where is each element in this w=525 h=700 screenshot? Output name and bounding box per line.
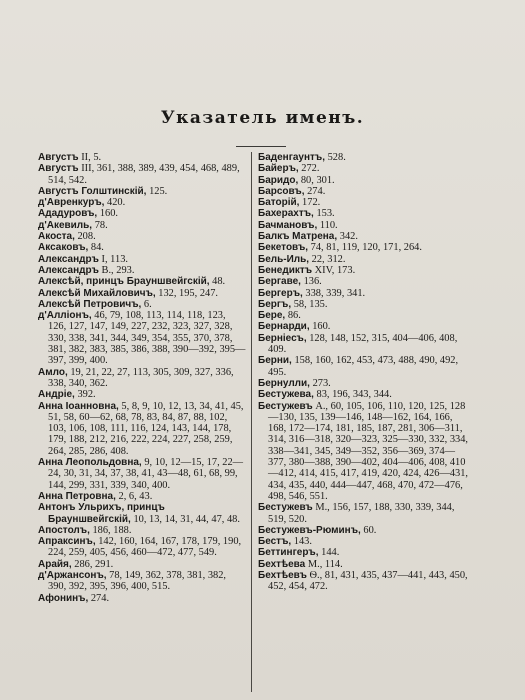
entry-refs: В., 293. bbox=[101, 264, 135, 276]
entry-name: д'Авренкуръ, bbox=[38, 197, 105, 209]
index-entry bbox=[258, 242, 471, 253]
index-entry bbox=[38, 265, 246, 276]
entry-refs: 392. bbox=[77, 389, 96, 401]
entry-name: Баридо, bbox=[258, 174, 299, 186]
index-entry bbox=[38, 310, 246, 366]
index-column-left bbox=[38, 152, 246, 604]
entry-refs: А., 60, 105, 106, 110, 120, 125, 128—130, 135, 139—146, 148—162, 164, 166, 168, 172—174, 181, 185, 187, 281, 306—311, 314, 316—318, 320—323, 325—330, 332, 334, 338—341, 345, 349—352, 356—369, 374—377, 380—388, 390—402, 404—406, 408, 410—412, 414, 415, 417, 419, 420, 424, 426—431, 434, 435, 440, 444—447, 468, 470, 472—476, 498, 546, 551. bbox=[268, 400, 469, 502]
entry-refs: 58, 135. bbox=[293, 298, 328, 310]
entry-name: Алексѣй Петровичъ, bbox=[38, 298, 142, 310]
index-entry bbox=[258, 288, 471, 299]
entry-refs: 9, 10, 12—15, 17, 22—24, 30, 31, 34, 37, 38, 41, 43—48, 61, 68, 99, 144, 299, 331, 339, 340, 400. bbox=[48, 457, 244, 491]
entry-name: Анна Леопольдовна, bbox=[38, 457, 142, 469]
index-entry bbox=[258, 502, 471, 525]
index-entry bbox=[38, 570, 246, 593]
entry-refs: 83, 196, 343, 344. bbox=[316, 389, 392, 401]
entry-name: Балкъ Матрена, bbox=[258, 231, 338, 243]
index-entry bbox=[38, 231, 246, 242]
entry-name: Антонъ Ульрихъ, принцъ Брауншвейгскій, bbox=[38, 502, 165, 525]
index-entry bbox=[38, 401, 246, 457]
entry-name: Бестужева, bbox=[258, 389, 314, 401]
entry-name: Андріе, bbox=[38, 389, 75, 401]
entry-name: Бехтѣева bbox=[258, 558, 306, 570]
index-entry bbox=[38, 220, 246, 231]
index-entry bbox=[38, 457, 246, 491]
entry-refs: 84. bbox=[90, 242, 104, 254]
entry-refs: 272. bbox=[301, 163, 320, 175]
index-entry bbox=[38, 299, 246, 310]
entry-refs: 128, 148, 152, 315, 404—406, 408, 409. bbox=[268, 332, 458, 356]
entry-refs: XIV, 173. bbox=[314, 264, 356, 276]
index-entry bbox=[258, 333, 471, 356]
entry-refs: 78, 149, 362, 378, 381, 382, 390, 392, 395, 396, 400, 515. bbox=[48, 569, 227, 593]
index-entry bbox=[38, 502, 246, 525]
entry-refs: 2, 6, 43. bbox=[118, 490, 153, 502]
entry-refs: М., 114. bbox=[307, 558, 343, 570]
index-entry bbox=[258, 525, 471, 536]
entry-refs: 160. bbox=[99, 208, 119, 220]
index-entry bbox=[38, 163, 246, 186]
entry-refs: 143. bbox=[293, 536, 312, 548]
entry-name: Бель-Иль, bbox=[258, 253, 310, 265]
entry-refs: 172. bbox=[302, 197, 321, 209]
entry-name: Арайя, bbox=[38, 558, 72, 570]
entry-name: Амло, bbox=[38, 366, 68, 378]
index-entry bbox=[38, 491, 246, 502]
index-entry bbox=[258, 208, 471, 219]
entry-name: Александръ bbox=[38, 264, 99, 276]
entry-name: Апостолъ, bbox=[38, 524, 90, 536]
entry-refs: 74, 81, 119, 120, 171, 264. bbox=[310, 242, 422, 254]
entry-refs: 60. bbox=[363, 524, 377, 536]
entry-name: Бахерахтъ, bbox=[258, 208, 314, 220]
entry-name: Берни, bbox=[258, 355, 292, 367]
entry-refs: 86. bbox=[287, 310, 301, 322]
index-entry bbox=[258, 310, 471, 321]
index-entry bbox=[258, 197, 471, 208]
entry-refs: Ѳ., 81, 431, 435, 437—441, 443, 450, 452, 454, 472. bbox=[268, 569, 468, 593]
entry-name: Бергаве, bbox=[258, 276, 301, 288]
entry-name: Августъ bbox=[38, 163, 79, 175]
entry-refs: 125. bbox=[149, 185, 168, 197]
index-entry bbox=[38, 525, 246, 536]
entry-refs: 186, 188. bbox=[92, 524, 132, 536]
entry-refs: 153. bbox=[316, 208, 335, 220]
entry-name: Берніесъ, bbox=[258, 332, 307, 344]
entry-refs: 46, 79, 108, 113, 114, 118, 123, 126, 127, 147, 149, 227, 232, 323, 327, 328, 330, 338, 341, 344, 349, 354, 355, 370, 378, 381, 382, 383, 385, 386, 388, 390—392, 395—397, 399, 400. bbox=[48, 310, 246, 367]
index-entry bbox=[258, 265, 471, 276]
entry-refs: 286, 291. bbox=[74, 558, 114, 570]
index-entry bbox=[258, 570, 471, 593]
index-entry bbox=[38, 208, 246, 219]
entry-refs: 160. bbox=[312, 321, 331, 333]
entry-name: Бекетовъ, bbox=[258, 242, 309, 254]
index-column-right bbox=[258, 152, 471, 593]
column-divider bbox=[251, 152, 252, 692]
entry-refs: 80, 301. bbox=[300, 174, 335, 186]
index-entry bbox=[258, 231, 471, 242]
index-entry bbox=[38, 186, 246, 197]
index-entry bbox=[258, 163, 471, 174]
title-rule bbox=[236, 146, 286, 147]
entry-refs: II, 5. bbox=[81, 152, 102, 163]
entry-name: Барсовъ, bbox=[258, 185, 305, 197]
index-entry bbox=[38, 536, 246, 559]
entry-name: Бестужевъ bbox=[258, 400, 313, 412]
entry-refs: 420. bbox=[107, 197, 126, 209]
entry-name: Бере, bbox=[258, 310, 286, 322]
index-entry bbox=[258, 559, 471, 570]
entry-name: Афонинъ, bbox=[38, 592, 89, 604]
index-entry bbox=[38, 367, 246, 390]
entry-refs: 78. bbox=[94, 219, 108, 231]
page-title: Указатель именъ. bbox=[160, 108, 365, 128]
entry-name: Бестужевъ bbox=[258, 502, 313, 514]
entry-refs: 208. bbox=[77, 231, 96, 243]
entry-refs: 274. bbox=[307, 185, 326, 197]
entry-name: Алексѣй, принцъ Брауншвейгскій, bbox=[38, 276, 210, 288]
index-entry bbox=[258, 536, 471, 547]
entry-refs: 158, 160, 162, 453, 473, 488, 490, 492, 495. bbox=[268, 355, 459, 378]
entry-name: Александръ bbox=[38, 253, 99, 265]
index-entry bbox=[258, 254, 471, 265]
entry-refs: 10, 13, 14, 31, 44, 47, 48. bbox=[133, 513, 240, 525]
index-entry bbox=[38, 197, 246, 208]
entry-name: Акоста, bbox=[38, 231, 75, 243]
index-entry bbox=[38, 152, 246, 163]
entry-name: Августъ bbox=[38, 152, 79, 163]
index-entry bbox=[258, 389, 471, 400]
index-entry bbox=[258, 152, 471, 163]
entry-name: Бачмановъ, bbox=[258, 219, 318, 231]
entry-name: Баторій, bbox=[258, 197, 300, 209]
entry-name: Бестужевъ-Рюминъ, bbox=[258, 524, 361, 536]
entry-name: д'Аржансонъ, bbox=[38, 569, 107, 581]
index-entry bbox=[38, 559, 246, 570]
entry-name: Апраксинъ, bbox=[38, 536, 96, 548]
entry-refs: 5, 8, 9, 10, 12, 13, 34, 41, 45, 51, 58, 60—62, 68, 78, 83, 84, 87, 88, 102, 103, 106, 108, 111, 116, 124, 143, 144, 178, 179, 188, 212, 216, 222, 224, 227, 258, 259, 264, 285, 286, 408. bbox=[48, 400, 244, 457]
entry-refs: 19, 21, 22, 27, 113, 305, 309, 327, 336, 338, 340, 362. bbox=[48, 366, 234, 389]
entry-refs: III, 361, 388, 389, 439, 454, 468, 489, 514, 542. bbox=[48, 163, 240, 186]
index-entry bbox=[38, 276, 246, 287]
entry-name: Бехтѣевъ bbox=[258, 569, 307, 581]
index-entry bbox=[258, 355, 471, 378]
entry-refs: 342. bbox=[339, 231, 358, 243]
index-entry bbox=[258, 186, 471, 197]
entry-name: Бенедиктъ bbox=[258, 264, 313, 276]
entry-name: Беттингеръ, bbox=[258, 547, 319, 559]
entry-name: д'Акевиль, bbox=[38, 219, 93, 231]
entry-refs: 142, 160, 164, 167, 178, 179, 190, 224, 259, 405, 456, 460—472, 477, 549. bbox=[48, 536, 242, 559]
entry-name: Бернарди, bbox=[258, 321, 310, 333]
index-entry bbox=[38, 242, 246, 253]
entry-name: Анна Іоанновна, bbox=[38, 400, 119, 412]
entry-refs: 110. bbox=[319, 219, 338, 231]
entry-name: д'Алліонъ, bbox=[38, 310, 92, 322]
entry-refs: 144. bbox=[321, 547, 340, 559]
entry-refs: 22, 312. bbox=[311, 253, 346, 265]
index-entry bbox=[38, 254, 246, 265]
index-entry bbox=[258, 321, 471, 332]
index-entry bbox=[258, 401, 471, 503]
entry-name: Ададуровъ, bbox=[38, 208, 98, 220]
entry-name: Аксаковъ, bbox=[38, 242, 89, 254]
entry-refs: 528. bbox=[327, 152, 346, 163]
entry-refs: 6. bbox=[143, 298, 152, 310]
entry-name: Бернулли, bbox=[258, 377, 310, 389]
entry-refs: 48. bbox=[212, 276, 226, 288]
index-entry bbox=[38, 389, 246, 400]
entry-refs: I, 113. bbox=[101, 253, 128, 265]
index-entry bbox=[258, 299, 471, 310]
entry-name: Августъ Голштинскій, bbox=[38, 185, 147, 197]
entry-name: Алексѣй Михайловичъ, bbox=[38, 287, 156, 299]
entry-refs: 273. bbox=[312, 377, 331, 389]
index-entry bbox=[258, 378, 471, 389]
entry-name: Бергеръ, bbox=[258, 287, 303, 299]
entry-refs: 274. bbox=[90, 592, 110, 604]
index-entry bbox=[258, 547, 471, 558]
entry-name: Бергъ, bbox=[258, 298, 292, 310]
index-entry bbox=[38, 593, 246, 604]
entry-refs: 136. bbox=[303, 276, 322, 288]
index-entry bbox=[258, 175, 471, 186]
entry-refs: 338, 339, 341. bbox=[305, 287, 366, 299]
index-entry bbox=[38, 288, 246, 299]
index-entry bbox=[258, 276, 471, 287]
entry-refs: 132, 195, 247. bbox=[158, 287, 218, 299]
entry-name: Баденгаунтъ, bbox=[258, 152, 325, 163]
entry-name: Бестъ, bbox=[258, 536, 292, 548]
index-entry bbox=[258, 220, 471, 231]
entry-refs: М., 156, 157, 188, 330, 339, 344, 519, 520. bbox=[268, 502, 455, 525]
entry-name: Анна Петровна, bbox=[38, 490, 116, 502]
entry-name: Байеръ, bbox=[258, 163, 299, 175]
